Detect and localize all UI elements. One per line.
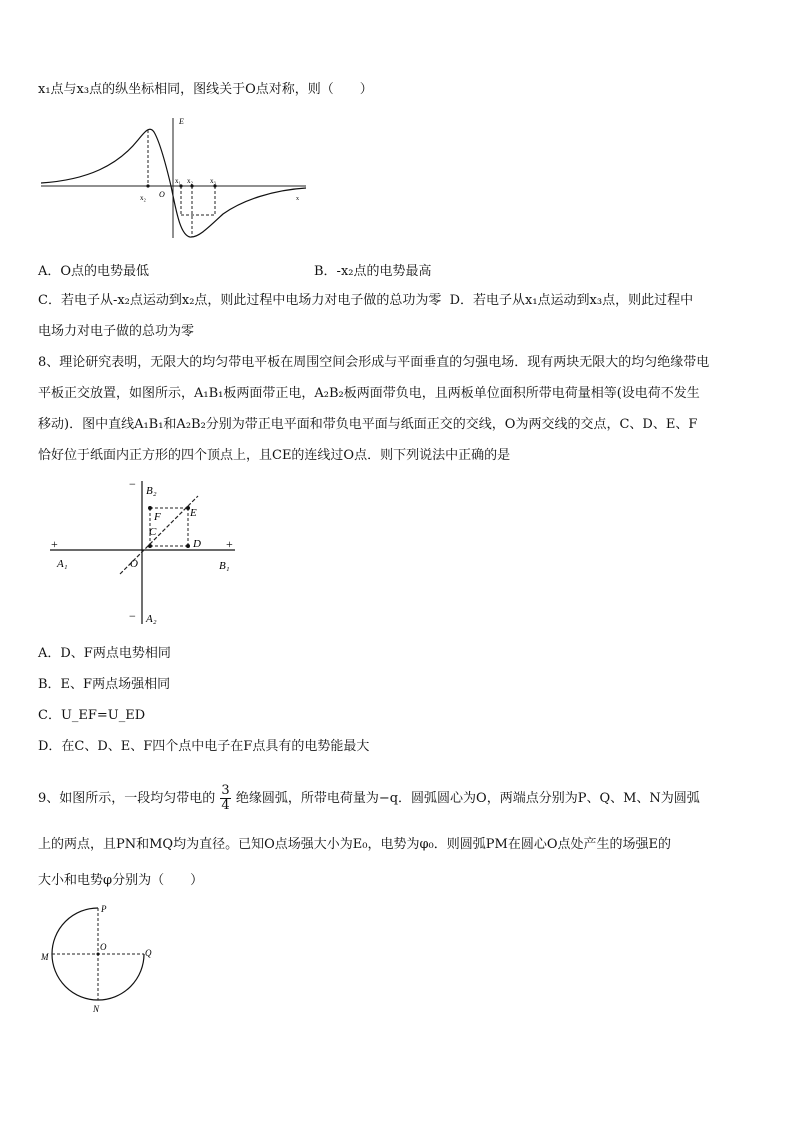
q9-center: [97, 953, 100, 956]
q8-figure: [45, 476, 250, 631]
q8-minus-top: −: [129, 477, 136, 491]
q9-stem-line1: [38, 784, 700, 813]
q7-options-row2: [38, 292, 693, 310]
q8-label-o: O: [130, 558, 138, 570]
q9-stem-part1: 9、如图所示，一段均匀带电的: [38, 791, 216, 806]
q8-plus-left: +: [51, 537, 58, 551]
q8-minus-bottom: −: [129, 609, 136, 623]
q8-option-a[interactable]: A．D、F两点电势相同: [38, 646, 171, 661]
q9-label-n: N: [93, 1004, 100, 1014]
q8-stem-line3: 移动)．图中直线A₁B₁和A₂B₂分别为带正电平面和带负电平面与纸面正交的交线，O为两交线的交点，C、D、E、F: [38, 417, 698, 432]
q9-label-m: M: [41, 952, 49, 962]
q8-label-f: F: [154, 511, 161, 523]
q7-option-b[interactable]: B．-x₂点的电势最高: [314, 264, 432, 279]
q8-stem-line4: 恰好位于纸面内正方形的四个顶点上，且CE的连线过O点．则下列说法中正确的是: [38, 448, 511, 463]
q8-stem-line2: 平板正交放置，如图所示，A₁B₁板两面带正电，A₂B₂板两面带负电，且两板单位面积所带电荷量相等(设电荷不发生: [38, 386, 700, 401]
q7-point-neg-x2: [146, 184, 149, 187]
q8-option-d[interactable]: D．在C、D、E、F四个点中电子在F点具有的电势能最大: [38, 739, 370, 754]
q7-option-c[interactable]: C．若电子从-x₂点运动到x₂点，则此过程中电场力对电子做的总功为零: [38, 293, 442, 308]
q9-stem-line3: 大小和电势φ分别为（ ）: [38, 873, 204, 888]
q7-label-x3: x₃: [210, 177, 216, 185]
q7-graph: [38, 110, 313, 245]
q7-options-row1: [38, 260, 432, 279]
q7-label-x1: x₁: [175, 177, 181, 185]
q9-label-p: P: [101, 904, 107, 914]
q7-label-x: x: [296, 196, 299, 202]
q7-label-x2: x₂: [187, 177, 193, 185]
q9-fraction-num: 3: [221, 783, 230, 798]
q9-fraction-den: 4: [221, 798, 230, 813]
q9-figure: [36, 900, 166, 1025]
q7-label-o: O: [159, 190, 165, 199]
q8-point-f: [148, 506, 152, 510]
q8-plus-right: +: [226, 537, 233, 551]
q7-option-d-cont: 电场力对电子做的总功为零: [38, 324, 195, 339]
q9-stem-part2: 绝缘圆弧，所带电荷量为−q．圆弧圆心为O，两端点分别为P、Q、M、N为圆弧: [235, 791, 700, 806]
q8-label-c: C: [149, 526, 157, 538]
q9-stem-line2: 上的两点，且PN和MQ均为直径。已知O点场强大小为E₀，电势为φ₀．则圆弧PM在圆心O点处产生的场强E的: [38, 837, 671, 852]
q8-label-a1: A₁: [57, 558, 68, 570]
q8-label-a2: A₂: [146, 613, 157, 625]
q8-label-e: E: [190, 507, 197, 519]
q7-label-neg-x2: x₂: [140, 194, 146, 202]
q8-stem-line1: 8、理论研究表明，无限大的均匀带电平板在周围空间会形成与平面垂直的匀强电场．现有两块无限大的均匀绝缘带电: [38, 355, 710, 370]
q8-point-d: [186, 544, 190, 548]
q7-stem: x₁点与x₃点的纵坐标相同，图线关于O点对称，则（ ）: [38, 82, 373, 97]
q9-label-q: Q: [145, 948, 152, 958]
q8-option-c[interactable]: C．U_EF=U_ED: [38, 708, 146, 723]
q8-label-d: D: [193, 538, 201, 550]
q9-label-o: O: [100, 942, 107, 952]
q8-label-b2: B₂: [146, 485, 157, 497]
q8-option-b[interactable]: B．E、F两点场强相同: [38, 677, 171, 692]
q8-label-b1: B₁: [219, 560, 230, 572]
q7-option-a[interactable]: A．O点的电势最低: [38, 264, 150, 279]
q7-label-e: E: [179, 117, 184, 126]
q9-fraction: [220, 784, 230, 813]
q8-point-c: [148, 544, 152, 548]
q7-option-d[interactable]: D．若电子从x₁点运动到x₃点，则此过程中: [449, 293, 694, 308]
